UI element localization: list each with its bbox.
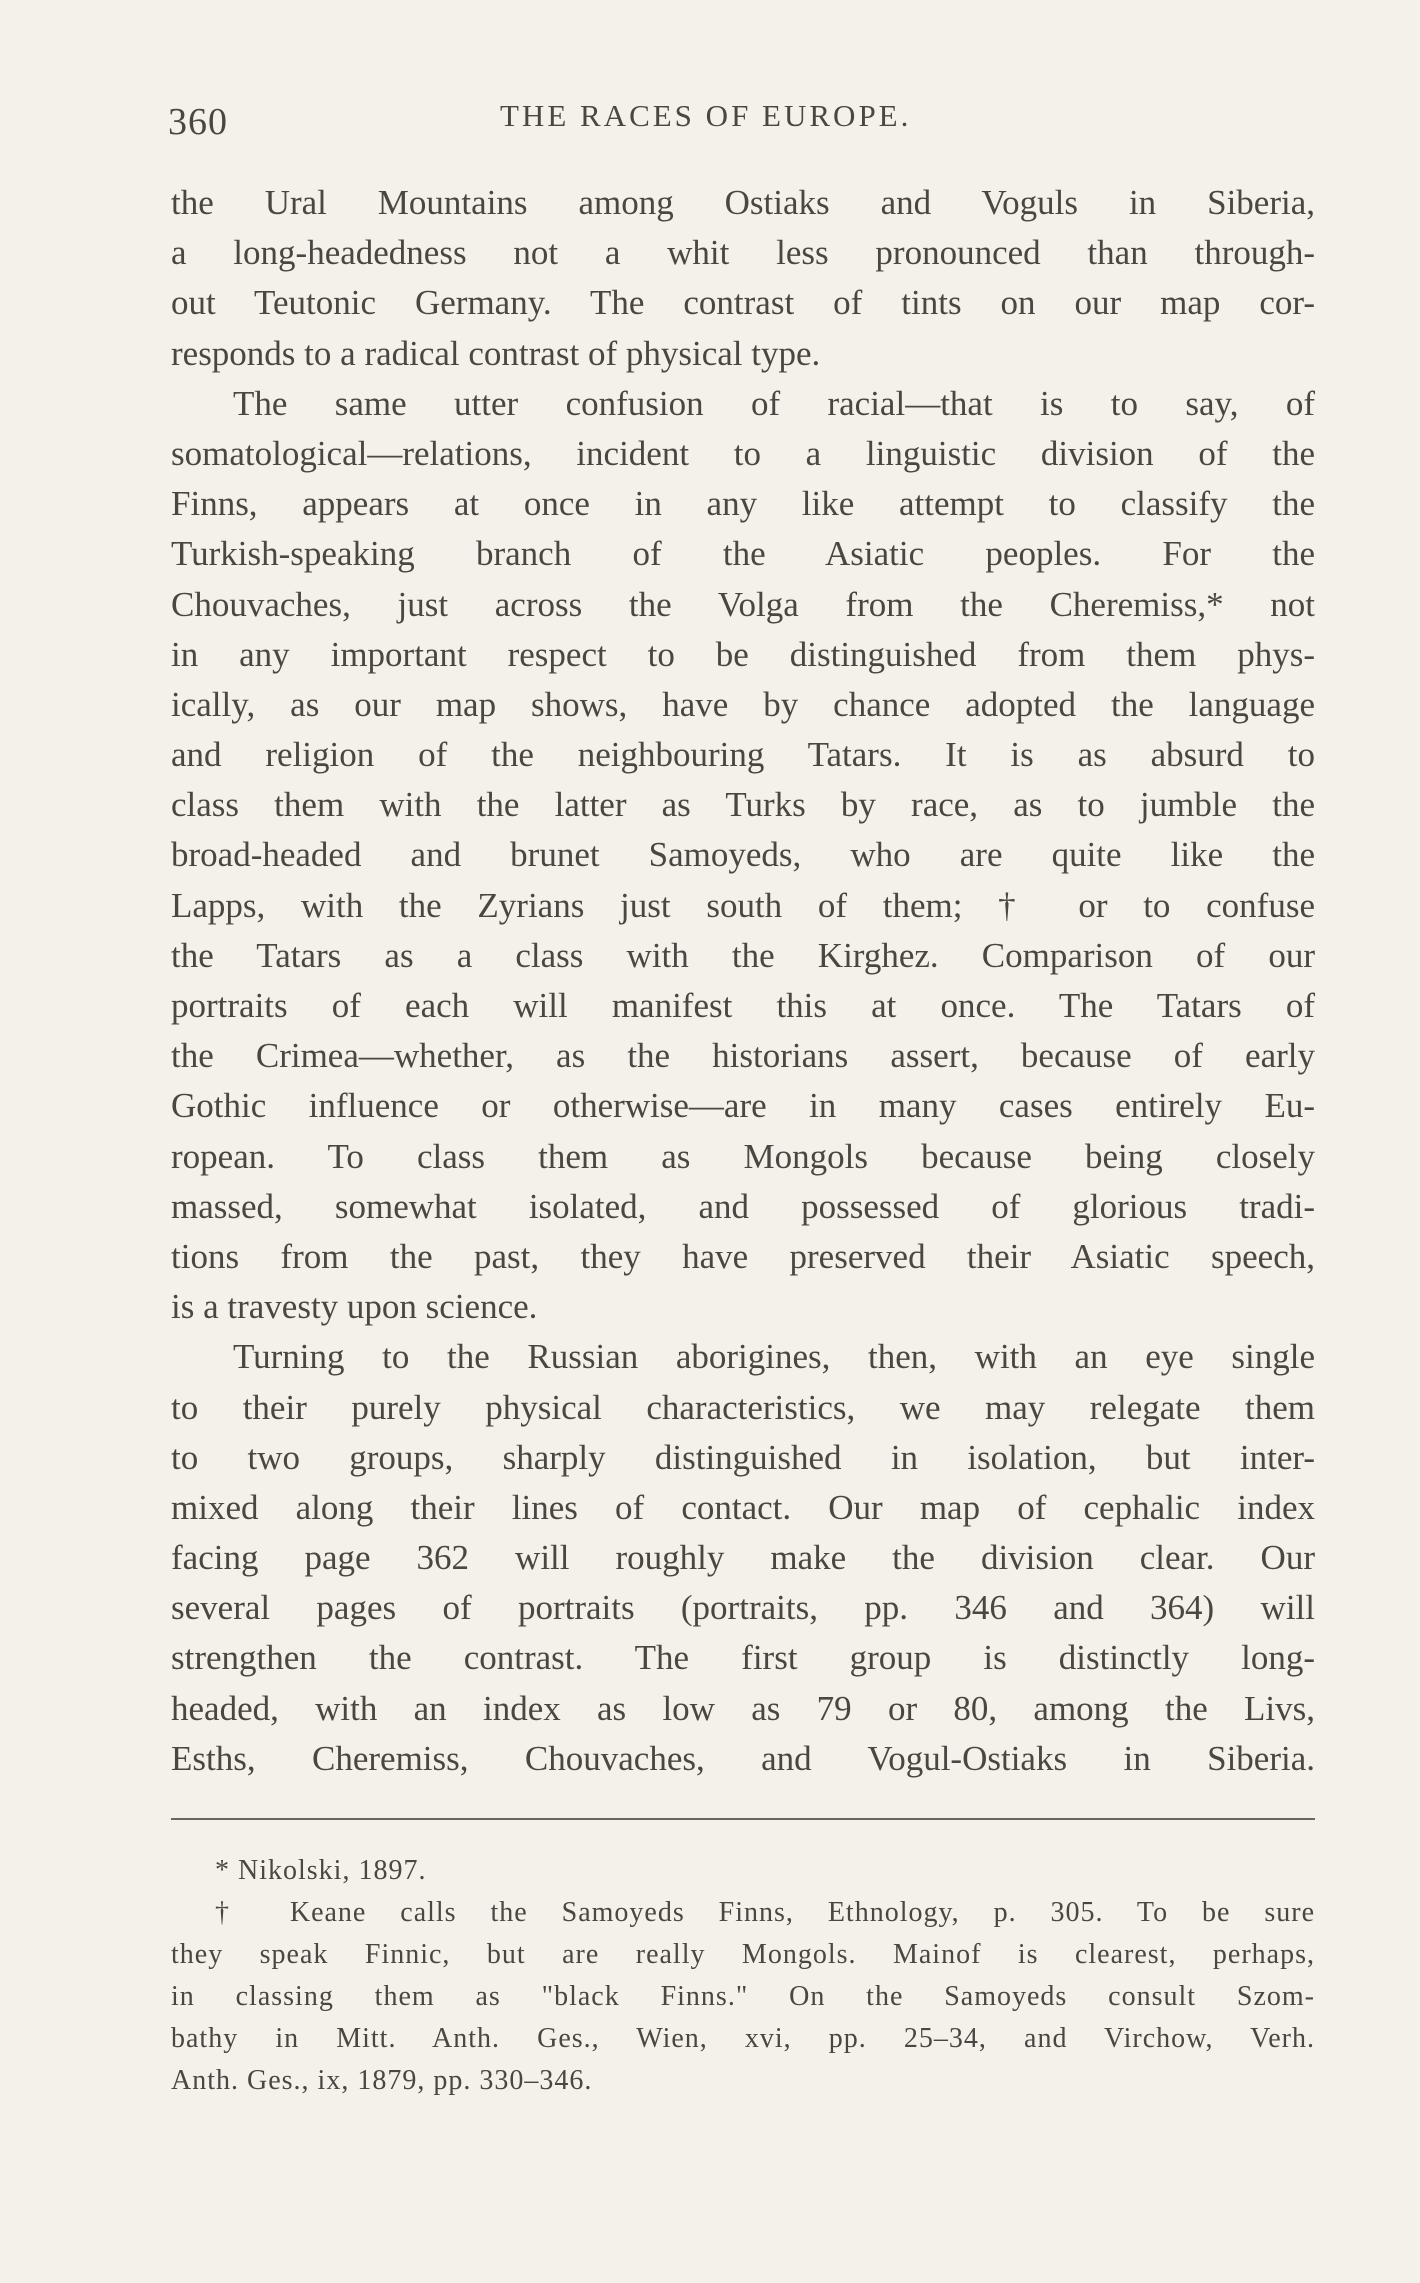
text-line: the Tatars as a class with the Kirghez. Comparison of our [171,935,1315,975]
text-line: strengthen the contrast. The first group is distinctly long- [171,1638,1315,1678]
footnote-line: * Nikolski, 1897. [215,1855,427,1886]
text-line: headed, with an index as low as 79 or 80, among the Livs, [171,1688,1315,1728]
text-line: and religion of the neighbouring Tatars. It is as absurd to [171,735,1315,775]
footnotes [171,1850,1315,2102]
text-line: massed, somewhat isolated, and possessed of glorious tradi- [171,1186,1315,1226]
text-line: Finns, appears at once in any like attempt to classify the [171,484,1315,524]
text-line: in any important respect to be distinguished from them phys- [171,634,1315,674]
text-line: facing page 362 will roughly make the division clear. Our [171,1538,1315,1578]
text-line: the Crimea—whether, as the historians assert, because of early [171,1036,1315,1076]
page-number: 360 [168,101,228,143]
body-text [171,178,1315,1784]
text-line: Gothic influence or otherwise—are in many cases entirely Eu- [171,1086,1315,1126]
text-line: ropean. To class them as Mongols because being closely [171,1136,1315,1176]
text-line: the Ural Mountains among Ostiaks and Voguls in Siberia, [171,183,1315,222]
text-line: broad-headed and brunet Samoyeds, who are quite like the [171,835,1315,875]
text-line: mixed along their lines of contact. Our map of cephalic index [171,1487,1315,1527]
text-line: is a travesty upon science. [171,1287,538,1327]
text-line: Esths, Cheremiss, Chouvaches, and Vogul-Ostiaks in Siberia. [171,1738,1315,1778]
text-line: tions from the past, they have preserved their Asiatic speech, [171,1236,1315,1276]
text-line: out Teutonic Germany. The contrast of tints on our map cor- [171,283,1315,323]
text-line: The same utter confusion of racial—that is to say, of [233,383,1315,423]
text-line: responds to a radical contrast of physical type. [171,333,821,373]
text-line: to their purely physical characteristics, we may relegate them [171,1387,1315,1427]
text-line: Lapps, with the Zyrians just south of them; † or to confuse [171,885,1315,925]
text-line: Turkish-speaking branch of the Asiatic peoples. For the [171,534,1315,574]
text-line: a long-headedness not a whit less pronounced than through- [171,233,1315,273]
footnote-line: they speak Finnic, but are really Mongols. Mainof is clearest, perhaps, [171,1939,1315,1970]
text-line: several pages of portraits (portraits, pp. 346 and 364) will [171,1588,1315,1628]
text-line: class them with the latter as Turks by race, as to jumble the [171,785,1315,825]
text-line: Chouvaches, just across the Volga from the Cheremiss,* not [171,584,1315,624]
footnote-line: Anth. Ges., ix, 1879, pp. 330–346. [171,2065,593,2096]
footnote-line: bathy in Mitt. Anth. Ges., Wien, xvi, pp. 25–34, and Virchow, Verh. [171,2023,1315,2054]
running-head: THE RACES OF EUROPE. [500,98,912,133]
text-line: to two groups, sharply distinguished in isolation, but inter- [171,1437,1315,1477]
text-line: Turning to the Russian aborigines, then, with an eye single [233,1337,1315,1377]
text-line: ically, as our map shows, have by chance adopted the language [171,684,1315,724]
footnote-line: in classing them as "black Finns." On the Samoyeds consult Szom- [171,1981,1315,2012]
text-line: somatological—relations, incident to a linguistic division of the [171,433,1315,473]
footnote-line: † Keane calls the Samoyeds Finns, Ethnology, p. 305. To be sure [215,1897,1315,1928]
text-line: portraits of each will manifest this at once. The Tatars of [171,986,1315,1025]
footnote-divider [171,1818,1315,1820]
